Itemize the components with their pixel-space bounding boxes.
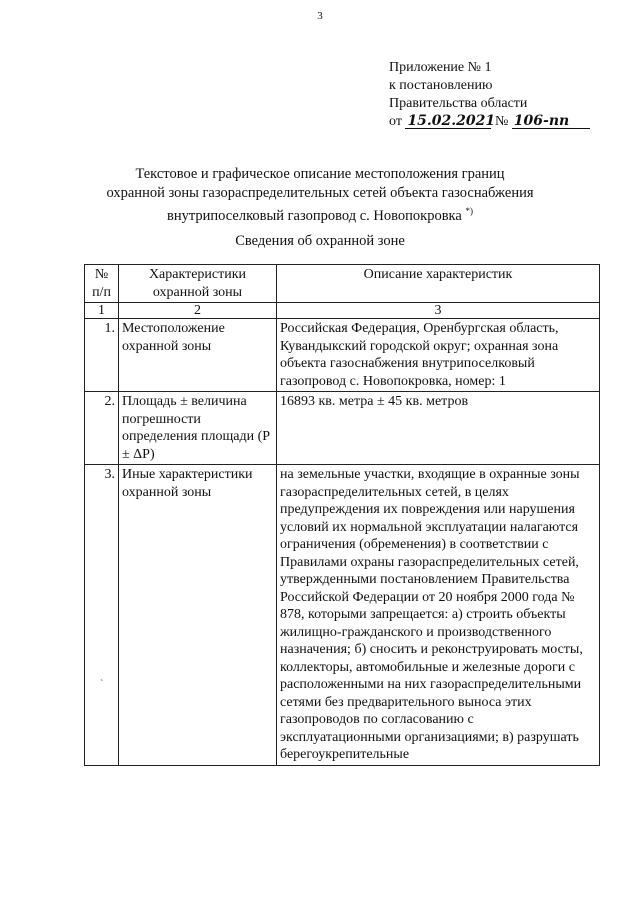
number-label: № <box>494 114 509 129</box>
stray-mark: ` <box>100 679 104 690</box>
row-number: 2. <box>85 392 119 465</box>
row-description: 16893 кв. метра ± 45 кв. метров <box>277 392 600 465</box>
handwritten-date: 15.02.2021 <box>407 113 496 129</box>
header-cell-number: № п/п <box>85 265 119 303</box>
row-description: на земельные участки, входящие в охранные зоны газораспределительных сетей, в целях предупреждения их повреждения или нарушения условий их нормальной эксплуатации налагаются ограничения (обременения) в соответствии с Правилами охраны газораспределительных сетей, утвержденными постановлением Правительства Российской Федерации от 20 ноября 2000 года № 878, которыми запрещается: а) строить объекты жилищно-гражданского и производственного назначения; б) сносить и реконструировать мосты, коллекторы, автомобильные и железные дороги с расположенными на них газораспределительными сетями без предварительного выноса этих газопроводов по согласованию с эксплуатационными организациями; в) разрушать берегоукрепительные <box>277 465 600 766</box>
column-number-3: 3 <box>277 303 600 319</box>
heading-line-3-text: внутрипоселковый газопровод с. Новопокровка <box>167 207 462 224</box>
table-row <box>85 392 600 465</box>
table-header-row <box>85 265 600 303</box>
heading-line-2: охранной зоны газораспределительных сетей объекта газоснабжения <box>106 184 534 201</box>
row-characteristic: Местоположение охранной зоны <box>119 319 277 392</box>
appendix-line-1: Приложение № 1 <box>389 60 492 75</box>
row-number: 3. <box>85 465 119 766</box>
footnote-mark: *) <box>465 206 473 216</box>
column-number-row <box>85 303 600 319</box>
header-cell-characteristic: Характеристики охранной зоны <box>119 265 277 303</box>
section-title: Сведения об охранной зоне <box>235 233 405 249</box>
appendix-line-2: к постановлению <box>389 78 493 93</box>
header-cell-description: Описание характеристик <box>277 265 600 303</box>
heading-line-1: Текстовое и графическое описание местоположения границ <box>135 166 505 182</box>
appendix-line-3: Правительства области <box>389 96 528 111</box>
row-description: Российская Федерация, Оренбургская область, Кувандыкский городской округ; охранная зона объекта газоснабжения внутрипоселковый газопровод с. Новопокровка, номер: 1 <box>277 319 600 392</box>
table-row <box>85 319 600 392</box>
row-characteristic: Площадь ± величина погрешности определения площади (Р ± ΔР) <box>119 392 277 465</box>
heading-line-3 <box>0 202 640 225</box>
from-label: от <box>389 114 402 129</box>
row-number: 1. <box>85 319 119 392</box>
table-row <box>85 465 600 766</box>
row-characteristic: Иные характеристики охранной зоны <box>119 465 277 766</box>
zone-info-table <box>84 264 600 766</box>
document-heading <box>0 165 640 225</box>
column-number-2: 2 <box>119 303 277 319</box>
page-number: 3 <box>317 10 323 22</box>
appendix-date-line <box>389 113 590 131</box>
appendix-block <box>389 59 590 131</box>
column-number-1: 1 <box>85 303 119 319</box>
handwritten-number: 106-пп <box>512 114 590 129</box>
